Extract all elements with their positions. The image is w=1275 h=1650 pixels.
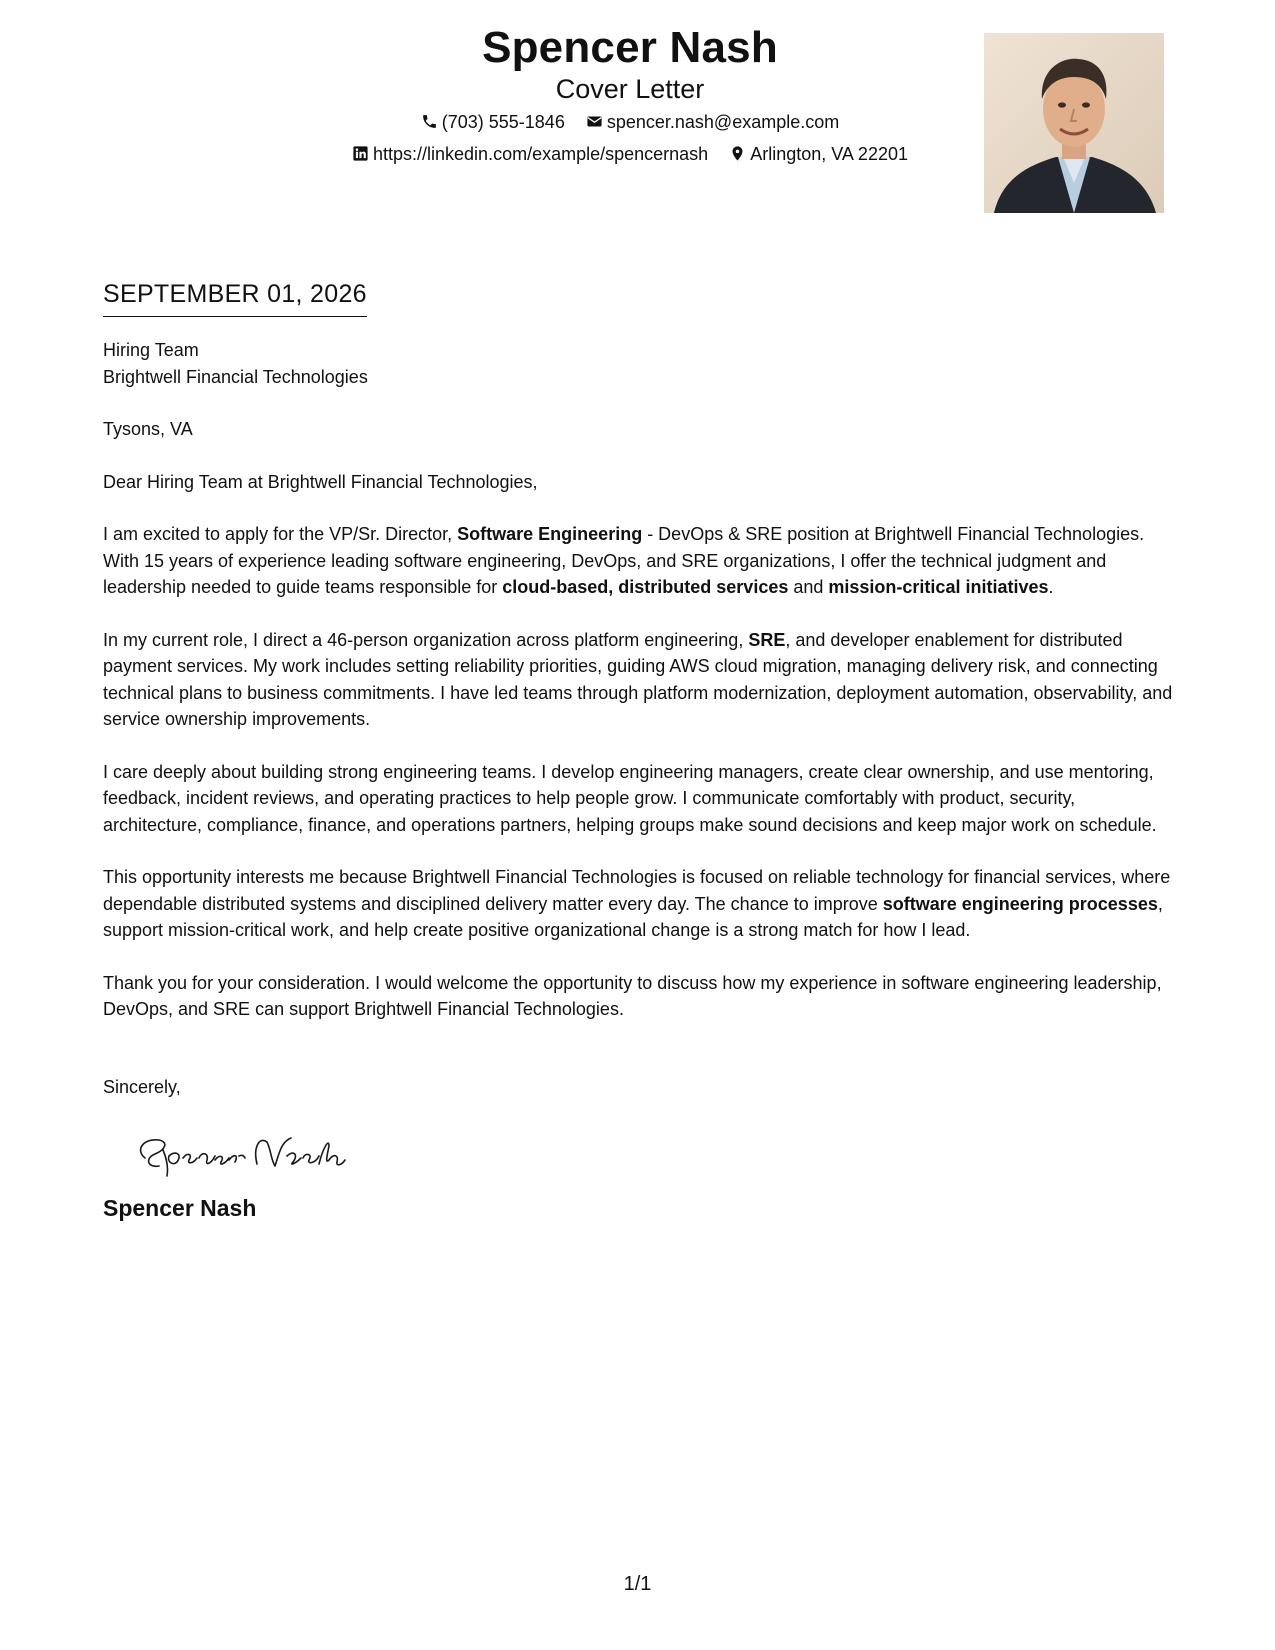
closing: Sincerely, (103, 1076, 181, 1097)
salutation: Dear Hiring Team at Brightwell Financial Technologies, (103, 471, 538, 492)
linkedin-text: https://linkedin.com/example/spencernash (373, 144, 709, 164)
contact-phone (421, 110, 565, 134)
location-text: Arlington, VA 22201 (750, 144, 908, 164)
text-run: In my current role, I direct a 46-person organization across platform engineering, (103, 629, 749, 650)
text-run: I am excited to apply for the VP/Sr. Director, (103, 524, 458, 544)
recipient-company: Brightwell Financial Technologies (103, 366, 368, 387)
paragraph-current-role (103, 627, 1173, 733)
text-run: , support mission-critical work, and help create positive organizational change is a strong match for how I lead. (103, 893, 1163, 940)
paragraph-thanks: Thank you for your consideration. I would welcome the opportunity to discuss how my experience in software engineering leadership, DevOps, and SRE can support Brightwell Financial Technologies. (103, 972, 1162, 1019)
contact-email[interactable] (586, 110, 839, 134)
handwritten-signature (125, 1120, 355, 1180)
letter-date: SEPTEMBER 01, 2026 (103, 278, 367, 317)
text-run: and (788, 577, 829, 597)
applicant-name: Spencer Nash (482, 23, 778, 72)
paragraph-opportunity (103, 864, 1173, 944)
bold-run: SRE (748, 629, 786, 650)
bold-run: Software Engineering (457, 524, 643, 544)
text-run: , and developer enablement for distributed payment services. My work includes setting reliability priorities, guiding AWS cloud migration, managing delivery risk, and connecting technical plans to business commitments. I have led teams through platform modernization, deployment automation, observability, and service ownership improvements. (103, 629, 1173, 729)
bold-run: software engineering processes (882, 893, 1158, 914)
signer-name: Spencer Nash (103, 1195, 257, 1221)
contact-linkedin[interactable] (352, 142, 708, 166)
profile-photo (984, 33, 1164, 213)
recipient-block (103, 337, 1173, 443)
map-pin-icon (729, 145, 746, 162)
text-run: - DevOps & SRE position at Brightwell Financial Technologies. With 15 years of experience leading software engineering, DevOps, and SRE organizations, I offer the technical judgment and leadership needed to guide teams responsible for (103, 524, 1145, 597)
envelope-icon (586, 113, 603, 130)
recipient-name: Hiring Team (103, 340, 199, 360)
paragraph-teams: I care deeply about building strong engineering teams. I develop engineering managers, create clear ownership, and use mentoring, feedback, incident reviews, and operating practices to help people grow. I communicate comfortably with product, security, architecture, compliance, finance, and operations partners, helping groups make sound decisions and keep major work on schedule. (103, 761, 1157, 835)
bold-run: mission-critical initiatives (828, 577, 1049, 597)
phone-text: (703) 555-1846 (441, 112, 565, 132)
text-run: This opportunity interests me because Brightwell Financial Technologies is focused on reliable technology for financial services, where dependable distributed systems and disciplined delivery matter every day. The chance to improve (103, 867, 1171, 914)
email-text: spencer.nash@example.com (606, 112, 840, 132)
document-subtitle: Cover Letter (555, 74, 705, 104)
letter-body (103, 278, 1173, 1222)
page-number: 1/1 (623, 1573, 652, 1595)
linkedin-icon (352, 145, 369, 162)
paragraph-intro (103, 521, 1173, 601)
contact-location (729, 142, 908, 166)
phone-icon (421, 113, 438, 130)
bold-run: cloud-based, distributed services (502, 577, 789, 597)
recipient-location: Tysons, VA (103, 419, 193, 439)
text-run: . (1048, 577, 1054, 597)
